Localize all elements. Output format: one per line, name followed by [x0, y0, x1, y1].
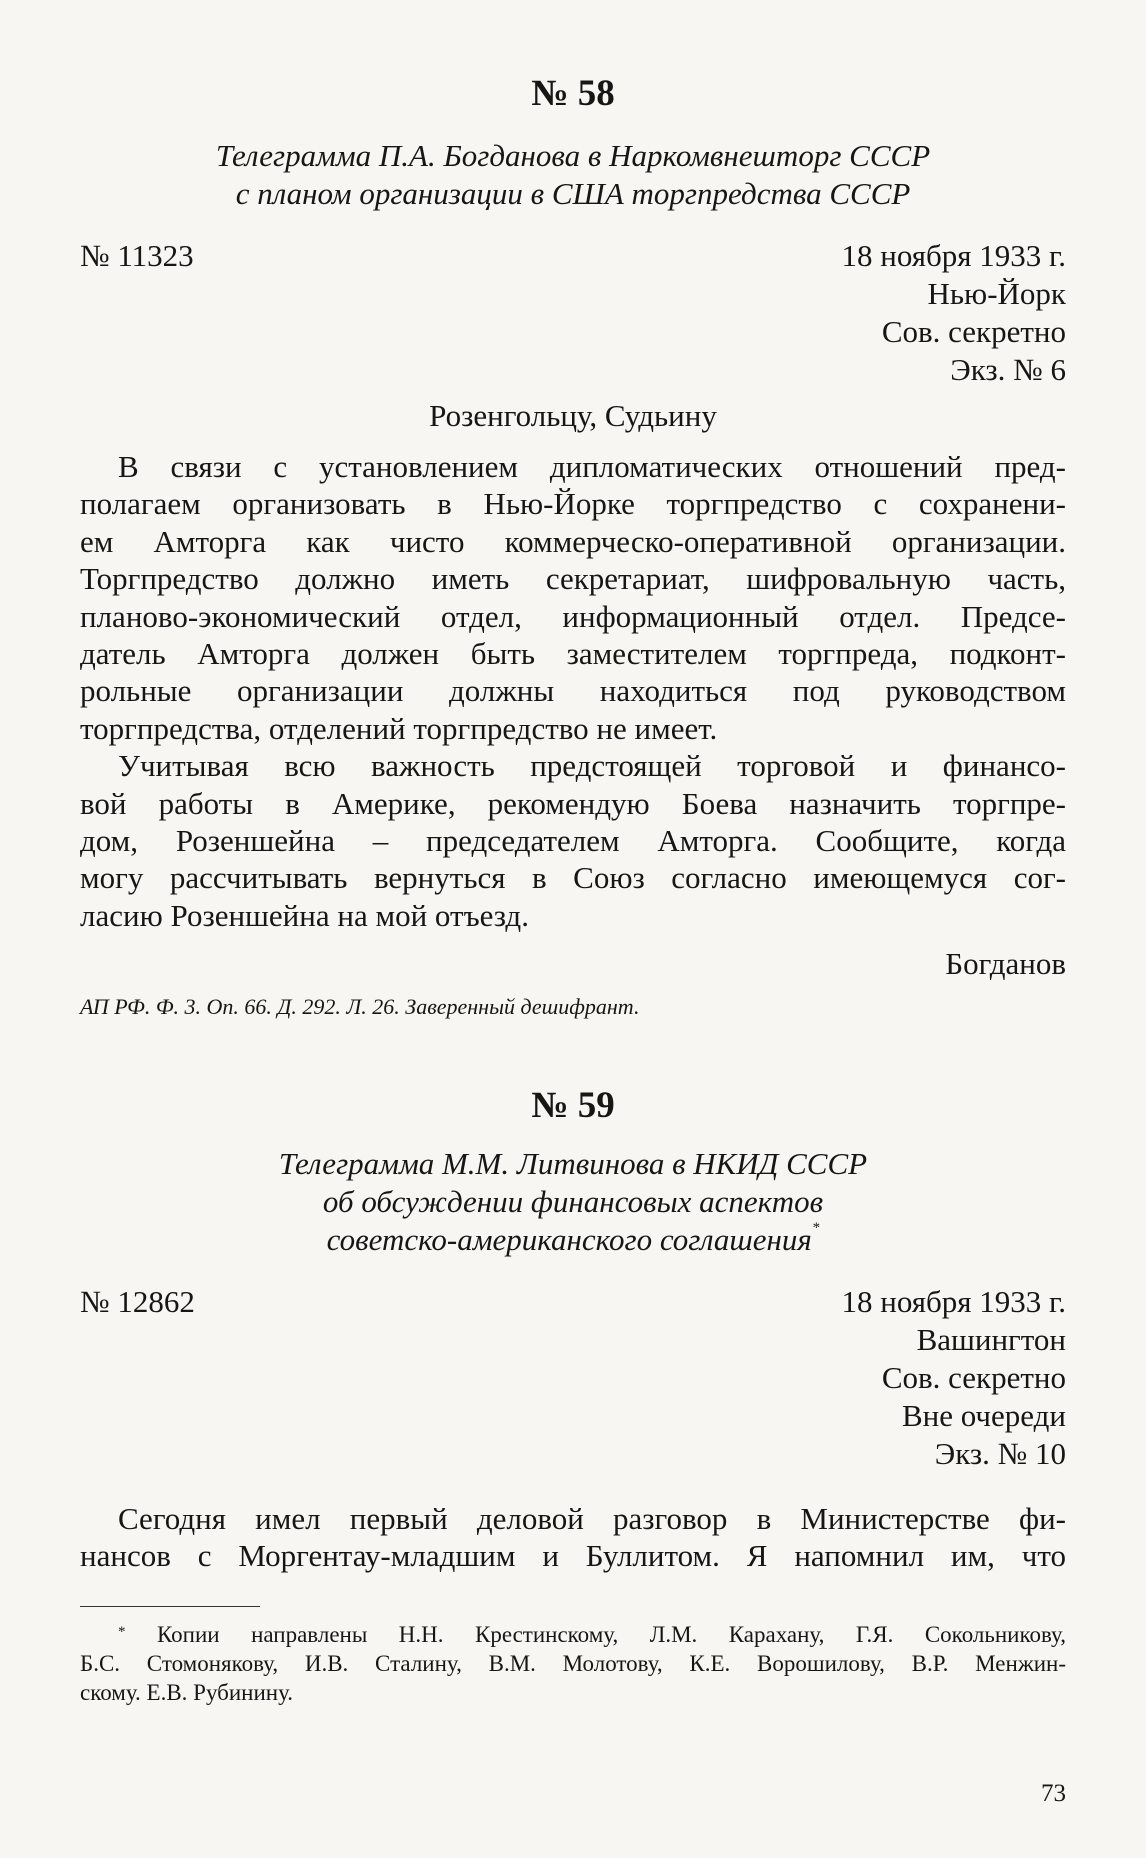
doc59-copy-number: Экз. № 10: [934, 1436, 1066, 1471]
doc59-date: 18 ноября 1933 г.: [841, 1284, 1066, 1319]
doc58-body: [80, 448, 1066, 934]
footnote: [80, 1620, 1066, 1707]
footnote-marker: *: [118, 1624, 126, 1640]
doc58-date: 18 ноября 1933 г.: [841, 238, 1066, 273]
doc58-body-line: Торгпредство должно иметь секретариат, шифровальную часть,: [80, 561, 1066, 597]
doc58-body-line: торгпредства, отделений торгпредство не имеет.: [80, 710, 718, 746]
doc58-body-line: датель Амторга должен быть заместителем торгпреда, подконт-: [80, 635, 1066, 671]
doc58-archive-reference: АП РФ. Ф. 3. Оп. 66. Д. 292. Л. 26. Заверенный дешифрант.: [80, 994, 640, 1019]
doc59-title-text: советско-американского соглашения: [326, 1222, 812, 1257]
footnote-divider: [80, 1606, 260, 1607]
doc58-body-line: В связи с установлением дипломатических отношений пред-: [118, 449, 1066, 484]
doc58-body-line: могу рассчитывать вернуться в Союз согласно имеющемуся сог-: [80, 860, 1066, 896]
doc58-body-line: полагаем организовать в Нью-Йорке торгпредство с сохранени-: [80, 486, 1066, 522]
doc58-number: № 58: [531, 73, 615, 114]
doc59-body: [80, 1500, 1066, 1575]
doc59-number: № 59: [531, 1085, 615, 1126]
doc59-urgency: Вне очереди: [901, 1398, 1066, 1433]
footnote-line: Б.С. Стомонякову, И.В. Сталину, В.М. Молотову, К.Е. Ворошилову, В.Р. Менжин-: [80, 1651, 1066, 1676]
doc58-secrecy: Сов. секретно: [881, 314, 1066, 349]
doc58-ref-number: № 11323: [80, 238, 194, 273]
doc58-place: Нью-Йорк: [927, 276, 1066, 311]
doc58-body-line: рольные организации должны находиться под руководством: [80, 673, 1066, 709]
doc59-title-line-3: [0, 1222, 1146, 1258]
doc58-body-line: вой работы в Америке, рекомендую Боева назначить торгпре-: [80, 785, 1066, 821]
doc59-title-line-1: Телеграмма М.М. Литвинова в НКИД СССР: [278, 1146, 868, 1181]
doc58-body-line: ласию Розеншейна на мой отъезд.: [80, 897, 529, 933]
doc59-body-line: Сегодня имел первый деловой разговор в Министерстве фи-: [118, 1501, 1066, 1536]
footnote-line: [80, 1620, 1066, 1649]
doc58-copy-number: Экз. № 6: [950, 352, 1066, 387]
doc59-place: Вашингтон: [916, 1322, 1066, 1357]
doc58-title-line-2: с планом организации в США торгпредства СССР: [235, 176, 911, 211]
page-number: 73: [1041, 1780, 1066, 1807]
doc58-body-line: планово-экономический отдел, информационный отдел. Предсе-: [80, 598, 1066, 634]
doc58-body-line: дом, Розеншейна – председателем Амторга. Сообщите, когда: [80, 822, 1066, 858]
doc58-addressee: Розенгольцу, Судьину: [429, 398, 717, 433]
doc59-secrecy: Сов. секретно: [881, 1360, 1066, 1395]
doc59-ref-number: № 12862: [80, 1284, 195, 1319]
footnote-line: скому. Е.В. Рубинину.: [80, 1680, 294, 1705]
doc59-title-line-2: об обсуждении финансовых аспектов: [322, 1184, 824, 1219]
footnote-text: Копии направлены Н.Н. Крестинскому, Л.М. Карахану, Г.Я. Сокольникову,: [156, 1622, 1066, 1647]
doc59-body-line: нансов с Моргентау-младшим и Буллитом. Я напомнил им, что: [80, 1538, 1066, 1574]
doc58-body-line: ем Амторга как чисто коммерческо-оперативной организации.: [80, 523, 1066, 559]
doc58-title-line-1: Телеграмма П.А. Богданова в Наркомвнешторг СССР: [215, 138, 931, 173]
doc58-signature: Богданов: [945, 946, 1066, 981]
footnote-marker: *: [811, 1220, 820, 1236]
doc58-body-line: Учитывая всю важность предстоящей торговой и финансо-: [118, 748, 1066, 784]
